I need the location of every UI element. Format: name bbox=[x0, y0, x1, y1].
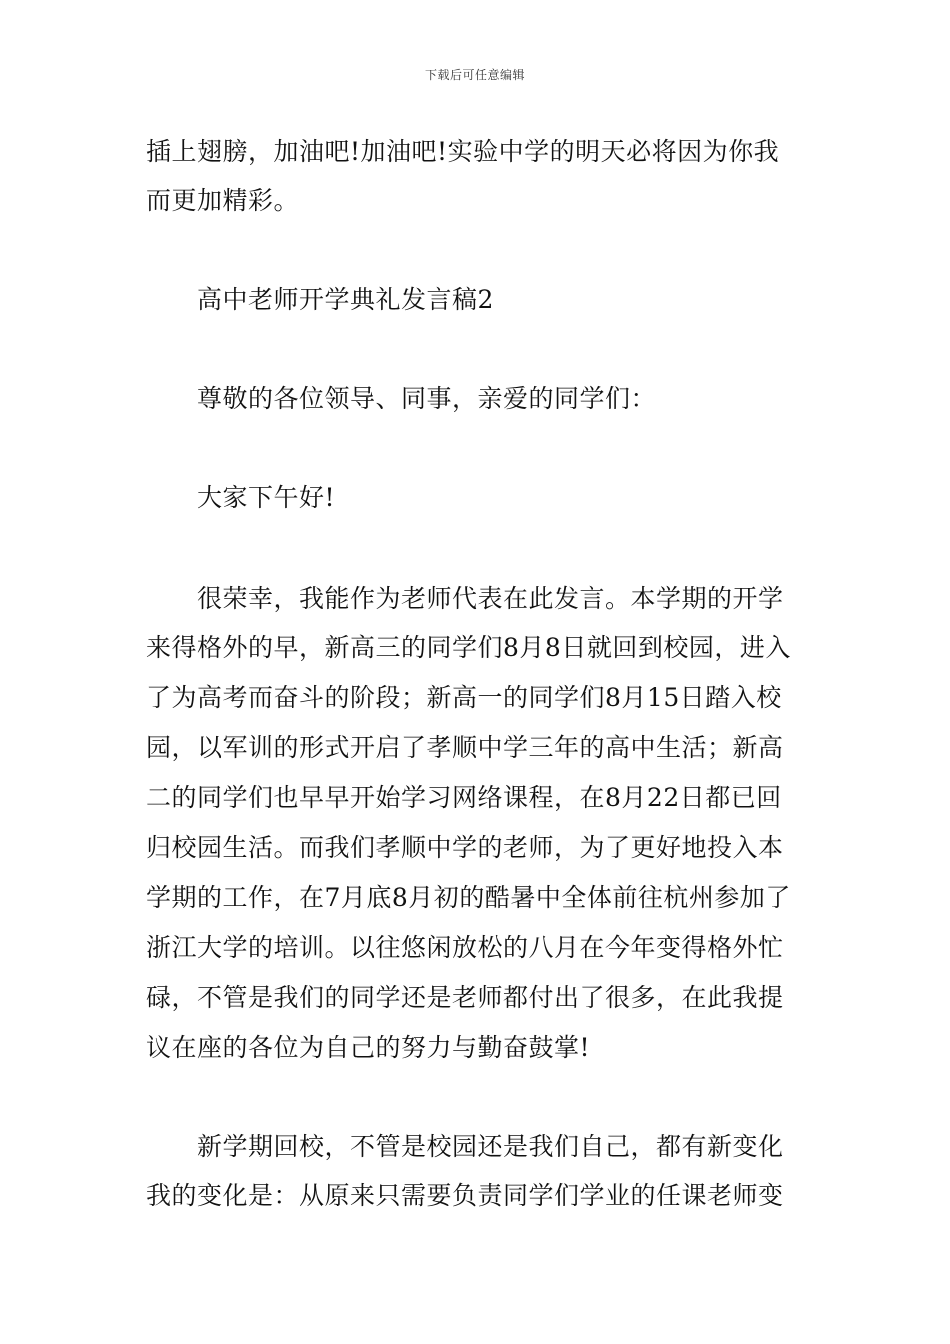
body-line: 了为高考而奋斗的阶段；新高一的同学们8月15日踏入校 bbox=[146, 683, 782, 712]
body-line: 新学期回校，不管是校园还是我们自己，都有新变化 bbox=[146, 1132, 784, 1161]
body-line: 归校园生活。而我们孝顺中学的老师，为了更好地投入本 bbox=[146, 833, 784, 862]
body-line: 二的同学们也早早开始学习网络课程，在8月22日都已回 bbox=[146, 783, 782, 812]
body-line: 园，以军训的形式开启了孝顺中学三年的高中生活；新高 bbox=[146, 733, 784, 762]
page-header: 下载后可任意编辑 bbox=[424, 68, 525, 82]
body-line: 学期的工作，在7月底8月初的酷暑中全体前往杭州参加了 bbox=[146, 883, 791, 912]
greeting: 大家下午好! bbox=[146, 483, 336, 512]
salutation: 尊敬的各位领导、同事，亲爱的同学们： bbox=[146, 384, 657, 413]
body-line: 我的变化是：从原来只需要负责同学们学业的任课老师变 bbox=[146, 1181, 784, 1210]
body-line: 来得格外的早，新高三的同学们8月8日就回到校园，进入 bbox=[146, 633, 791, 662]
body-line: 而更加精彩。 bbox=[146, 186, 300, 215]
body-line: 插上翅膀，加油吧!加油吧!实验中学的明天必将因为你我 bbox=[146, 137, 780, 166]
body-line: 浙江大学的培训。以往悠闲放松的八月在今年变得格外忙 bbox=[146, 933, 784, 962]
section-title: 高中老师开学典礼发言稿2 bbox=[146, 285, 494, 314]
body-line: 很荣幸，我能作为老师代表在此发言。本学期的开学 bbox=[146, 584, 784, 613]
body-line: 碌，不管是我们的同学还是老师都付出了很多，在此我提 bbox=[146, 983, 784, 1012]
body-line: 议在座的各位为自己的努力与勤奋鼓掌! bbox=[146, 1033, 591, 1062]
